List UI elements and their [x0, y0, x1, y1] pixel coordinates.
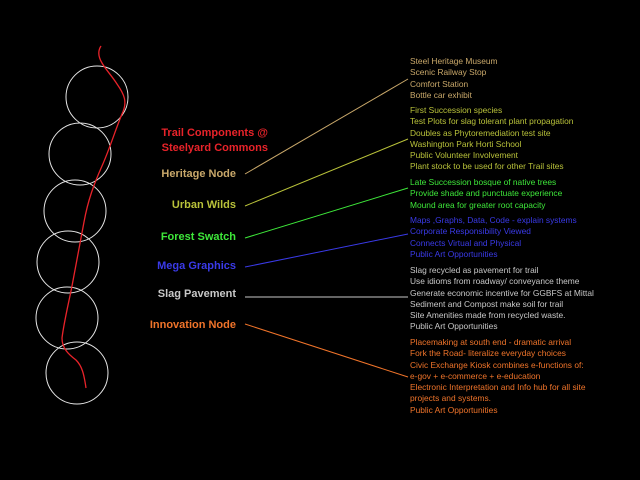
desc-heritage-node — [410, 56, 636, 101]
desc-item: Mound area for greater root capacity — [410, 199, 546, 210]
desc-item: Connects Virtual and Physical — [410, 237, 522, 248]
title-line-1: Trail Components @ — [161, 127, 268, 139]
diagram-title — [108, 126, 268, 156]
desc-item: Use idioms from roadway/ conveyance theme — [410, 276, 580, 287]
desc-item: Public Volunteer Involvement — [410, 150, 519, 161]
label-innovation-node: Innovation Node — [149, 319, 236, 331]
desc-item: e-gov + e-commerce + e-education — [410, 370, 541, 381]
trail-circle-1 — [66, 66, 128, 128]
connector-mega-graphics — [245, 234, 408, 267]
desc-item: Provide shade and punctuate experience — [410, 188, 563, 199]
desc-item: Corporate Responsibility Viewed — [410, 226, 531, 237]
connector-lines — [245, 79, 408, 377]
desc-item: Site Amenities made from recycled waste. — [410, 310, 566, 321]
label-forest-swatch: Forest Swatch — [160, 231, 236, 243]
desc-slag-pavement — [410, 265, 636, 333]
desc-item: Public Art Opportunities — [410, 404, 498, 415]
desc-item: projects and systems. — [410, 393, 491, 404]
desc-item: Washington Park Horti School — [410, 138, 522, 149]
desc-innovation-node — [410, 337, 636, 416]
desc-item: Generate economic incentive for GGBFS at Mittal — [410, 287, 594, 298]
desc-item: Steel Heritage Museum — [410, 56, 498, 66]
title-line-2: Steelyard Commons — [161, 142, 268, 154]
desc-item: Scenic Railway Stop — [410, 67, 487, 78]
desc-item: Electronic Interpretation and Info hub for all site — [410, 382, 586, 393]
desc-forest-swatch — [410, 177, 636, 211]
desc-item: Fork the Road- literalize everyday choices — [410, 348, 566, 359]
trail-circle-6 — [46, 342, 108, 404]
label-mega-graphics: Mega Graphics — [157, 260, 236, 272]
desc-item: Placemaking at south end - dramatic arrival — [410, 337, 572, 347]
desc-mega-graphics — [410, 215, 636, 260]
desc-item: Doubles as Phytoremediation test site — [410, 127, 551, 138]
label-slag-pavement: Slag Pavement — [157, 288, 236, 300]
desc-item: Public Art Opportunities — [410, 321, 498, 332]
connector-heritage-node — [245, 79, 408, 174]
desc-item: Bottle car exhibit — [410, 89, 472, 100]
desc-item: Late Succession bosque of native trees — [410, 177, 557, 187]
trail-path — [62, 46, 125, 388]
desc-item: Maps ,Graphs, Data, Code - explain systems — [410, 215, 577, 225]
label-heritage-node: Heritage Node — [161, 168, 236, 180]
trail-circle-4 — [37, 231, 99, 293]
desc-item: First Succession species — [410, 105, 503, 115]
trail-circle-5 — [36, 287, 98, 349]
trail-circle-3 — [44, 180, 106, 242]
desc-item: Test Plots for slag tolerant plant propagation — [410, 116, 574, 127]
desc-urban-wilds — [410, 105, 636, 173]
desc-item: Civic Exchange Kiosk combines e-functions of: — [410, 359, 584, 370]
desc-item: Sediment and Compost make soil for trail — [410, 298, 564, 309]
connector-innovation-node — [245, 324, 408, 377]
desc-item: Plant stock to be used for other Trail sites — [410, 161, 564, 172]
desc-item: Public Art Opportunities — [410, 248, 498, 259]
desc-item: Slag recycled as pavement for trail — [410, 265, 539, 275]
label-urban-wilds: Urban Wilds — [171, 199, 236, 211]
trail-circle-2 — [49, 123, 111, 185]
desc-item: Comfort Station — [410, 78, 469, 89]
